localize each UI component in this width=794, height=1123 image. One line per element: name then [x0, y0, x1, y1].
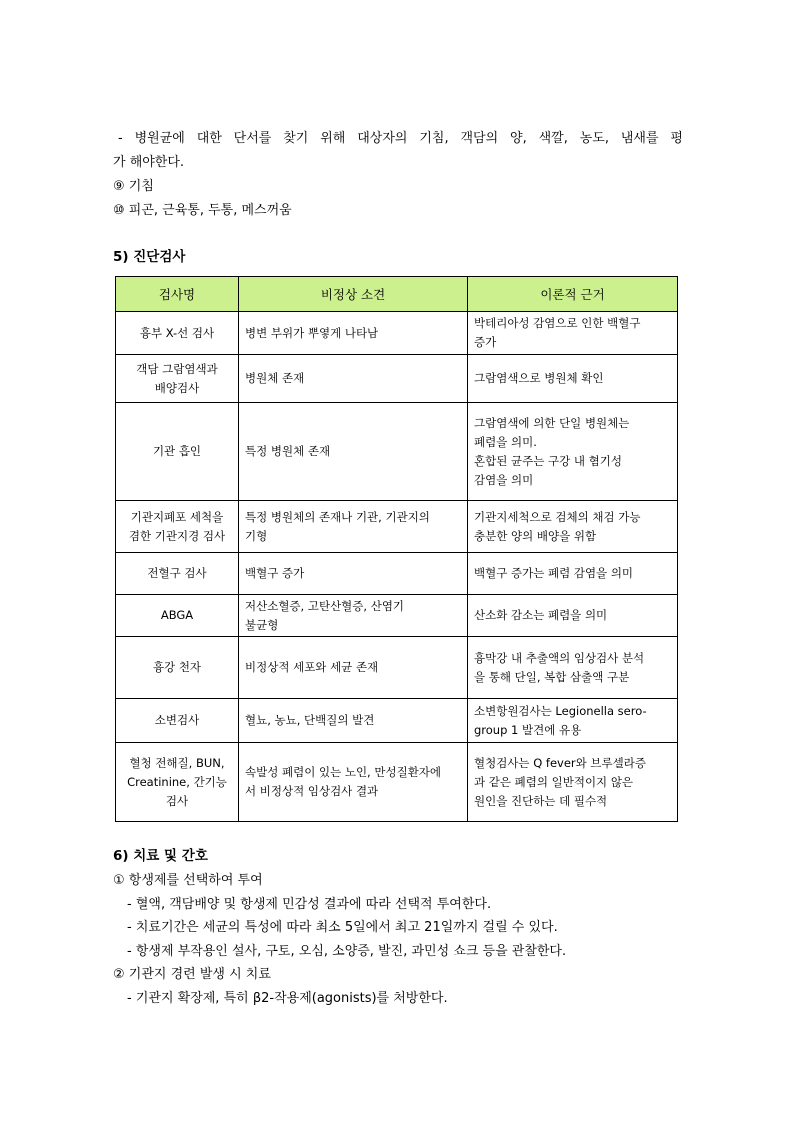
table-row — [116, 501, 678, 553]
rationale-cell: 박테리아성 감염으로 인한 백혈구 증가 — [468, 312, 678, 355]
treatment-item-2: ② 기관지 경련 발생 시 치료 — [113, 967, 271, 982]
finding-cell: 속발성 폐렴이 있는 노인, 만성질환자에 서 비정상적 임상검사 결과 — [239, 743, 468, 822]
table-row — [116, 355, 678, 403]
section6-heading: 6) 치료 및 간호 — [113, 848, 208, 864]
list-item-9: ⑨ 기침 — [113, 179, 154, 194]
rationale-cell: 흉막강 내 추출액의 임상검사 분석 을 통해 단일, 복합 삼출액 구분 — [468, 637, 678, 699]
finding-cell: 특정 병원체의 존재나 기관, 기관지의 기형 — [239, 501, 468, 553]
test-name-cell: 객담 그람염색과 배양검사 — [116, 355, 239, 403]
test-name-cell: 전혈구 검사 — [116, 553, 239, 595]
test-name-cell: 흉부 X-선 검사 — [116, 312, 239, 355]
table-row — [116, 553, 678, 595]
intro-text-line2: 가 해야한다. — [113, 155, 185, 170]
test-name-cell: 혈청 전해질, BUN, Creatinine, 간기능 검사 — [116, 743, 239, 822]
test-name-cell: 기관 흡인 — [116, 403, 239, 501]
treatment-bullet-4: - 기관지 확장제, 특히 β2-작용제(agonists)를 처방한다. — [127, 991, 448, 1006]
list-item-10: ⑩ 피곤, 근육통, 두통, 메스꺼움 — [113, 203, 292, 218]
table-row — [116, 403, 678, 501]
rationale-cell: 그람염색에 의한 단일 병원체는 폐렴을 의미. 혼합된 균주는 구강 내 혐기성 감염을 의미 — [468, 403, 678, 501]
rationale-cell: 그람염색으로 병원체 확인 — [468, 355, 678, 403]
treatment-bullet-1: - 혈액, 객담배양 및 항생제 민감성 결과에 따라 선택적 투여한다. — [127, 897, 492, 912]
table-header-row — [116, 277, 678, 312]
header-abnormal-finding: 비정상 소견 — [239, 277, 468, 312]
finding-cell: 백혈구 증가 — [239, 553, 468, 595]
rationale-cell: 산소화 감소는 폐렴을 의미 — [468, 595, 678, 637]
table-row — [116, 743, 678, 822]
header-rationale: 이론적 근거 — [468, 277, 678, 312]
finding-cell: 혈뇨, 농뇨, 단백질의 발견 — [239, 699, 468, 743]
test-name-cell: ABGA — [116, 595, 239, 637]
rationale-cell: 기관지세척으로 검체의 채검 가능 충분한 양의 배양을 위함 — [468, 501, 678, 553]
test-name-cell: 흉강 천자 — [116, 637, 239, 699]
rationale-cell: 백혈구 증가는 폐렴 감염을 의미 — [468, 553, 678, 595]
finding-cell: 특정 병원체 존재 — [239, 403, 468, 501]
table-row — [116, 699, 678, 743]
section5-heading: 5) 진단검사 — [113, 249, 186, 265]
rationale-cell: 혈청검사는 Q fever와 브루셀라증 과 같은 폐렴의 일반적이지 않은 원인을 진단하는 데 필수적 — [468, 743, 678, 822]
table-row — [116, 595, 678, 637]
test-name-cell: 소변검사 — [116, 699, 239, 743]
rationale-cell: 소변항원검사는 Legionella sero- group 1 발견에 유용 — [468, 699, 678, 743]
treatment-bullet-3: - 항생제 부작용인 설사, 구토, 오심, 소양증, 발진, 과민성 쇼크 등을 관찰한다. — [127, 944, 567, 959]
treatment-item-1: ① 항생제를 선택하여 투여 — [113, 873, 263, 888]
table-row — [116, 637, 678, 699]
finding-cell: 병원체 존재 — [239, 355, 468, 403]
table-row — [116, 312, 678, 355]
diagnostic-test-table — [115, 276, 678, 822]
finding-cell: 병변 부위가 뿌옇게 나타남 — [239, 312, 468, 355]
finding-cell: 비정상적 세포와 세균 존재 — [239, 637, 468, 699]
header-test-name: 검사명 — [116, 277, 239, 312]
finding-cell: 저산소혈증, 고탄산혈증, 산염기 불균형 — [239, 595, 468, 637]
intro-text-line1: - 병원균에 대한 단서를 찾기 위해 대상자의 기침, 객담의 양, 색깔, 농도, 냄새를 평 — [118, 131, 683, 146]
treatment-bullet-2: - 치료기간은 세균의 특성에 따라 최소 5일에서 최고 21일까지 걸릴 수 있다. — [127, 920, 558, 935]
test-name-cell: 기관지폐포 세척을 겸한 기관지경 검사 — [116, 501, 239, 553]
